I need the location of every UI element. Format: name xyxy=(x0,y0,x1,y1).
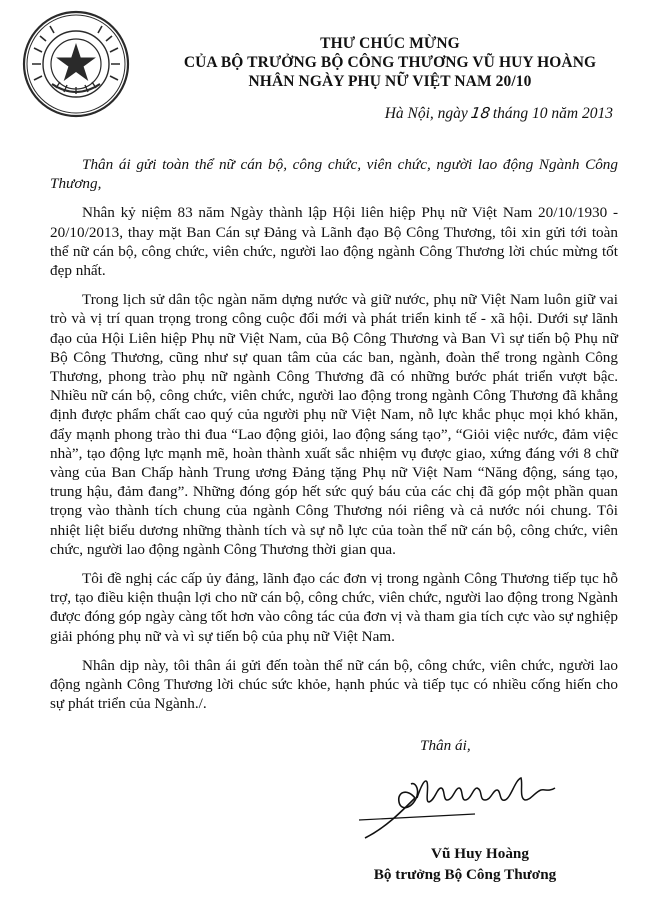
title-line-3: NHÂN NGÀY PHỤ NỮ VIỆT NAM 20/10 xyxy=(248,73,532,90)
dateline-day: 18 xyxy=(469,104,492,122)
greeting: Thân ái gửi toàn thể nữ cán bộ, công chức, viên chức, người lao động Ngành Công Thương, xyxy=(50,156,618,193)
dateline xyxy=(385,104,613,123)
title-line-2: CỦA BỘ TRƯỞNG BỘ CÔNG THƯƠNG VŨ HUY HOÀNG xyxy=(183,54,597,71)
title-line-1: THƯ CHÚC MỪNG xyxy=(320,35,460,52)
handwritten-signature xyxy=(355,758,565,843)
paragraph-3: Tôi đề nghị các cấp ủy đảng, lãnh đạo các đơn vị trong ngành Công Thương tiếp tục hỗ trợ, tạo điều kiện thuận lợi cho nữ cán bộ, công chức, viên chức, người lao động trong Ngành được đóng góp ngày càng tốt hơn vào công tác của đơn vị và tham gia tích cực vào sự nghiệp giải phóng phụ nữ và vì sự tiến bộ của phụ nữ Việt Nam. xyxy=(50,570,618,645)
paragraph-4: Nhân dịp này, tôi thân ái gửi đến toàn thể nữ cán bộ, công chức, viên chức, người lao động ngành Công Thương lời chúc sức khỏe, hạnh phúc và tiếp tục có nhiều cống hiến cho sự phát triển của Ngành./. xyxy=(50,656,618,713)
letter-body xyxy=(50,155,618,723)
signer-title: Bộ trưởng Bộ Công Thương xyxy=(373,866,557,883)
closing-salutation: Thân ái, xyxy=(420,737,471,754)
signer-name: Vũ Huy Hoàng xyxy=(431,845,529,862)
letter-title xyxy=(140,34,640,91)
ministry-seal-emblem xyxy=(20,8,132,120)
paragraph-1: Nhân kỷ niệm 83 năm Ngày thành lập Hội liên hiệp Phụ nữ Việt Nam 20/10/1930 - 20/10/2013, thay mặt Ban Cán sự Đảng và Lãnh đạo Bộ Công Thương, tôi xin gửi tới toàn thể nữ cán bộ, công chức, viên chức, người lao động ngành Công Thương lời chúc mừng tốt đẹp nhất. xyxy=(50,204,618,280)
dateline-prefix: Hà Nội, ngày xyxy=(384,105,468,122)
paragraph-2: Trong lịch sử dân tộc ngàn năm dựng nước và giữ nước, phụ nữ Việt Nam luôn giữ vai trò và vị trí quan trọng trong công cuộc đổi mới và phát triển kinh tế - xã hội. Dưới sự lãnh đạo của Hội Liên hiệp Phụ nữ Việt Nam, của Bộ Công Thương và Ban Vì sự tiến bộ Phụ nữ Bộ Công Thương, cũng như sự quan tâm của các ban, ngành, đoàn thể trong ngành Công Thương, phong trào phụ nữ ngành Công Thương đã có những bước phát triển vượt bậc. Nhiều nữ cán bộ, công chức, viên chức, người lao động trong ngành Công Thương đã khẳng định được phẩm chất cao quý của người phụ nữ Việt Nam, nỗ lực khắc phục mọi khó khăn, đẩy mạnh phong trào thi đua “Lao động giỏi, lao động sáng tạo”, “Giỏi việc nước, đảm việc nhà”, tạo động lực mạnh mẽ, hoàn thành xuất sắc nhiệm vụ được giao, xứng đáng với 8 chữ vàng của Ban Chấp hành Trung ương Đảng tặng Phụ nữ Việt Nam “Năng động, sáng tạo, trung hậu, đảm đang”. Những đóng góp hết sức quý báu của các chị đã góp một phần quan trọng vào thành tích chung của ngành Công Thương nói riêng và cả nước nói chung. Tôi nhiệt liệt biểu dương những thành tích và sự nỗ lực của toàn thể nữ cán bộ, công chức, viên chức, người lao động ngành Công Thương thời gian qua. xyxy=(50,291,618,558)
dateline-suffix: tháng 10 năm 2013 xyxy=(492,105,613,122)
